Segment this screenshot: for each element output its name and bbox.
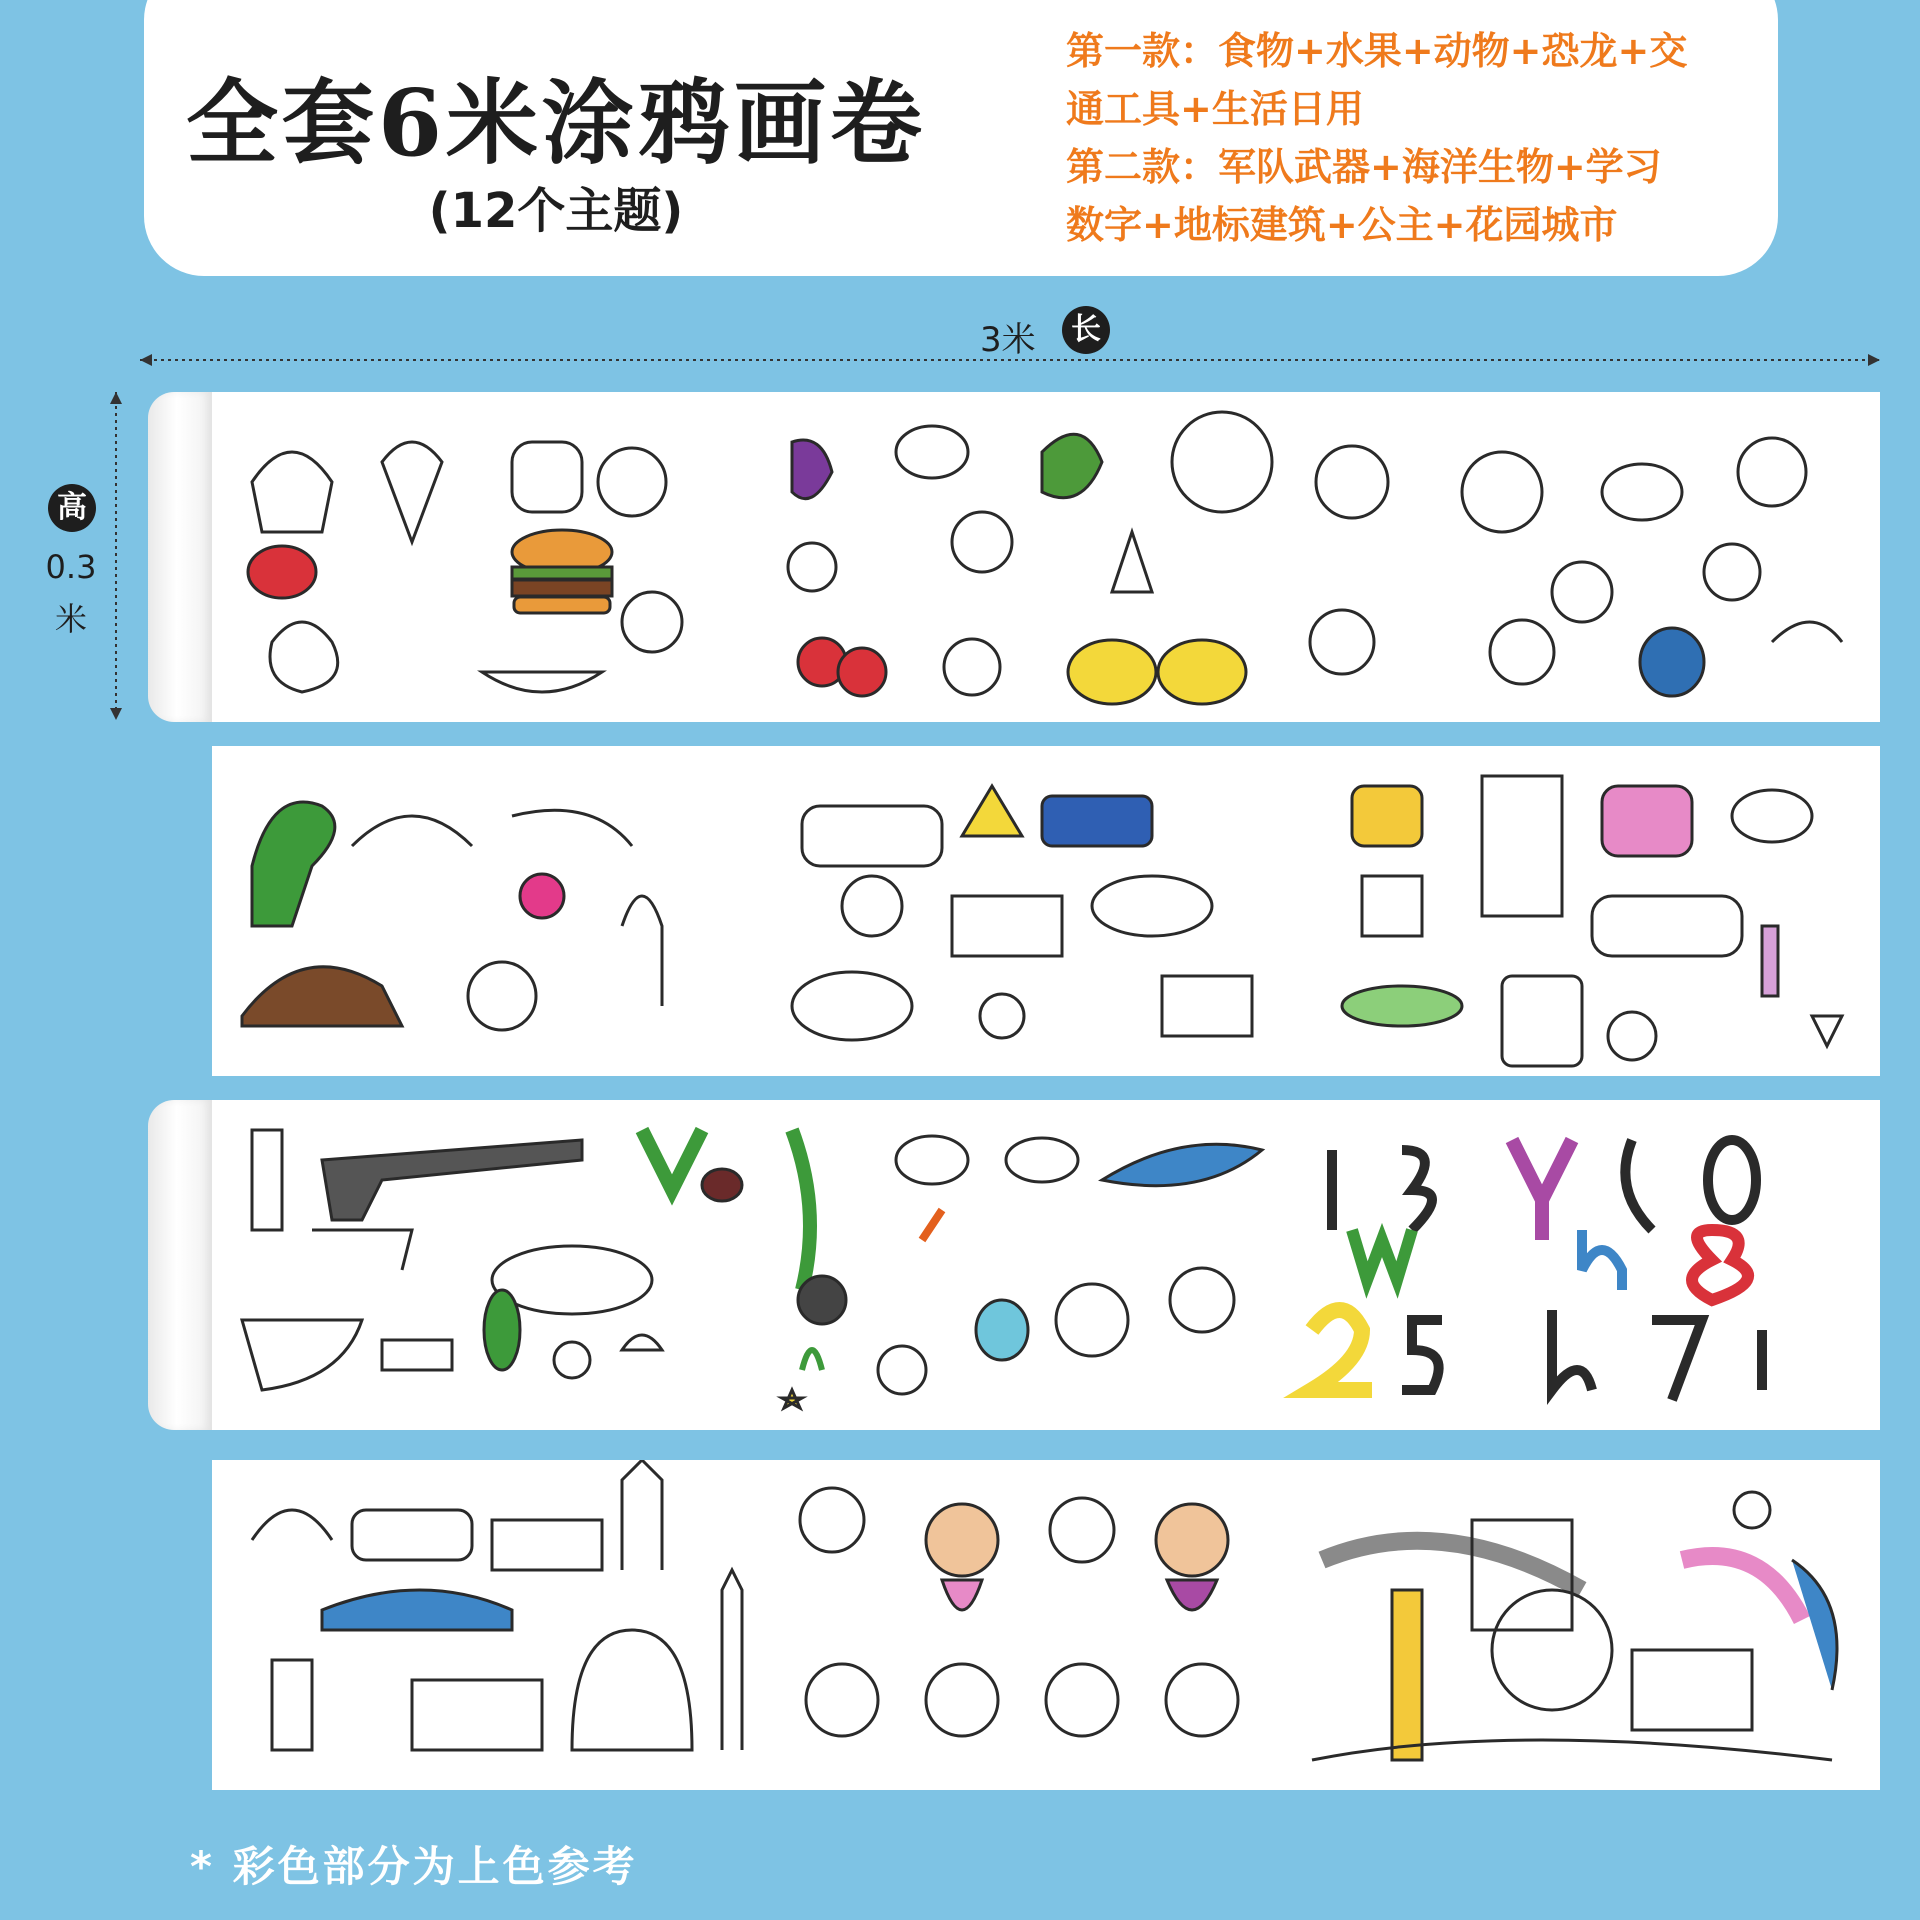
daily-items-section [1342,776,1842,1066]
bread-icon [512,442,582,512]
hat-icon [1732,790,1812,842]
yellow-tower-icon [1392,1590,1422,1760]
warning-sign-icon [962,786,1022,836]
digit-3-icon [1402,1150,1432,1230]
princess-7-icon [1046,1664,1118,1736]
monkey-icon [1316,446,1388,518]
helicopter-icon [792,972,912,1040]
cherry-icon [838,648,886,696]
variant-2-line-2: 数字+地标建筑+公主+花园城市 [1066,203,1618,247]
cloud-base-icon [1312,1740,1832,1760]
castle-face-icon [1492,1590,1612,1710]
length-arrow-right [1868,354,1880,366]
noodle-bowl-icon [482,672,602,692]
landmark-section [252,1460,742,1750]
variant-1-line-2: 通工具+生活日用 [1066,87,1364,131]
ice-cream-icon [382,442,442,542]
dumpling-icon [598,448,666,516]
letter-w-icon [1352,1230,1412,1280]
city-gate-icon [412,1680,542,1750]
great-wall-icon [252,1510,332,1540]
animal-section [1310,438,1842,696]
spinosaurus-icon [352,816,472,846]
lemon-icon [1068,640,1156,704]
height-arrow-top [110,392,122,404]
planet-icon [1734,1492,1770,1528]
mangosteen-icon [952,512,1012,572]
modern-building-icon [572,1630,692,1750]
berry-icon [944,639,1000,695]
weapon-section [242,1130,742,1390]
no-entry-sign-icon [842,876,902,936]
burger-icon [512,530,612,613]
princess-6-icon [926,1664,998,1736]
eggplant-icon [792,440,832,499]
princess-1-icon [800,1488,864,1552]
coloring-strip-1 [212,392,1880,722]
orange-icon [1172,412,1272,512]
cupcake-icon [252,452,332,532]
ball-icon [520,874,564,918]
owl-icon [1640,628,1704,696]
paper-roll-2 [148,1100,212,1430]
hamster-icon [1552,562,1612,622]
octopus-icon [1056,1284,1128,1356]
green-dinosaur-icon [252,802,335,926]
apple-outline-icon [788,543,836,591]
chicken-leg-icon [622,592,682,652]
digit-2-icon [1312,1310,1372,1390]
fruit-section [788,412,1272,704]
road-icon [1322,1541,1582,1590]
palace-icon [492,1520,602,1570]
lion-icon [1462,452,1542,532]
princess-2-dress-icon [942,1580,982,1610]
pink-bridge-icon [1682,1556,1802,1620]
candy-icon [248,546,316,598]
coral-icon [922,1210,942,1240]
truck-icon [952,896,1062,956]
wardrobe-icon [1482,776,1562,916]
princess-5-icon [806,1664,878,1736]
rifle-icon [322,1140,582,1220]
slingshot-icon [642,1130,702,1190]
digit-5-icon [1402,1320,1442,1390]
princess-section [800,1488,1238,1736]
coat-icon [1502,976,1582,1066]
princess-3-icon [1050,1498,1114,1562]
shell-icon [896,1136,968,1184]
vehicle-section [792,786,1252,1040]
shorts-icon [1362,876,1422,936]
rocket-icon [252,1130,282,1230]
excavator-icon [1162,976,1252,1036]
stone-icon [702,1169,742,1201]
brush-icon [1762,926,1778,996]
bus-icon [802,806,942,866]
digit-0-icon [1708,1140,1756,1220]
food-section [248,442,682,692]
turtle-icon [878,1346,926,1394]
rice-ball-icon [270,622,338,692]
diving-helmet-icon [1170,1268,1234,1332]
monument-icon [272,1660,312,1750]
coloring-strip-3 [212,1100,1880,1430]
revolver-icon [312,1230,412,1270]
height-value: 0.3 [45,548,97,586]
tiger-icon [1704,544,1760,600]
starfish-icon [782,1390,802,1408]
letter-n-icon [1582,1230,1622,1290]
triceratops-icon [242,967,402,1026]
height-arrow-bottom [110,708,122,720]
height-badge: 高 [48,484,96,532]
sea-creature-section [782,1130,1262,1408]
brachiosaurus-icon [622,896,662,1006]
coloring-strip-2 [212,746,1880,1076]
helmet-icon [622,1335,662,1350]
lemon-icon-2 [1158,640,1246,704]
cat-icon [1310,610,1374,674]
pumpkin-icon [896,426,968,478]
ink-cloud-icon [798,1276,846,1324]
bird-icon [1602,464,1682,520]
stegosaurus-icon [512,810,632,846]
pineapple-icon [1112,532,1152,592]
princess-8-icon [1166,1664,1238,1736]
dinosaur-section [242,802,662,1030]
color-reference-note: * 彩色部分为上色参考 [190,1842,638,1891]
shop-icon [1632,1650,1752,1730]
tv-tower-icon [722,1570,742,1750]
armchair-icon [1352,786,1422,846]
table-icon [1342,986,1462,1026]
length-badge: 长 [1062,306,1110,354]
grenade-icon [554,1342,590,1378]
height-unit: 米 [54,600,87,638]
length-value: 3米 [980,320,1036,360]
digit-7-icon [1652,1320,1702,1400]
digit-6-icon [1625,1140,1652,1230]
toucan-icon [1772,622,1842,642]
unicorn-icon [1490,620,1554,684]
princess-4-icon [1156,1504,1228,1576]
subtitle: (12个主题) [428,183,684,239]
cathedral-icon [622,1460,662,1570]
stadium-icon [322,1590,512,1630]
princess-4-dress-icon [1167,1580,1217,1610]
letter-y-icon [1512,1140,1572,1240]
broccoli-icon [1042,434,1102,497]
baby-dinosaur-icon [468,962,536,1030]
letter-b-icon [1552,1310,1592,1390]
squid-icon [792,1130,810,1290]
stop-sign-icon [980,994,1024,1038]
race-car-icon [1092,876,1212,936]
garden-city-section [1312,1492,1837,1760]
ray-gun-icon [382,1340,452,1370]
car-icon [1042,796,1152,846]
digit-8-icon [1692,1230,1748,1300]
coloring-strip-4 [212,1460,1880,1790]
shark-icon [1102,1144,1262,1185]
glasses-icon [1608,1012,1656,1060]
hoodie-icon [1602,786,1692,856]
variant-1-line-1: 第一款：食物+水果+动物+恐龙+交 [1066,29,1688,73]
length-arrow-left [140,354,152,366]
sofa-icon [1592,896,1742,956]
seaweed-icon [802,1350,822,1370]
jellyfish-icon [976,1300,1028,1360]
mace-icon [484,1290,520,1370]
glass-icon [1812,1016,1842,1046]
paper-roll-1 [148,392,212,722]
elephant-icon [1738,438,1806,506]
number-letter-section [1312,1140,1762,1400]
ship-icon [242,1320,362,1390]
variant-2-line-1: 第二款：军队武器+海洋生物+学习 [1066,145,1662,189]
fish-icon [1006,1138,1078,1182]
main-title: 全套6米涂鸦画卷 [185,69,926,177]
birds-nest-stadium-icon [352,1510,472,1560]
globe-icon [1792,1560,1837,1690]
princess-2-icon [926,1504,998,1576]
